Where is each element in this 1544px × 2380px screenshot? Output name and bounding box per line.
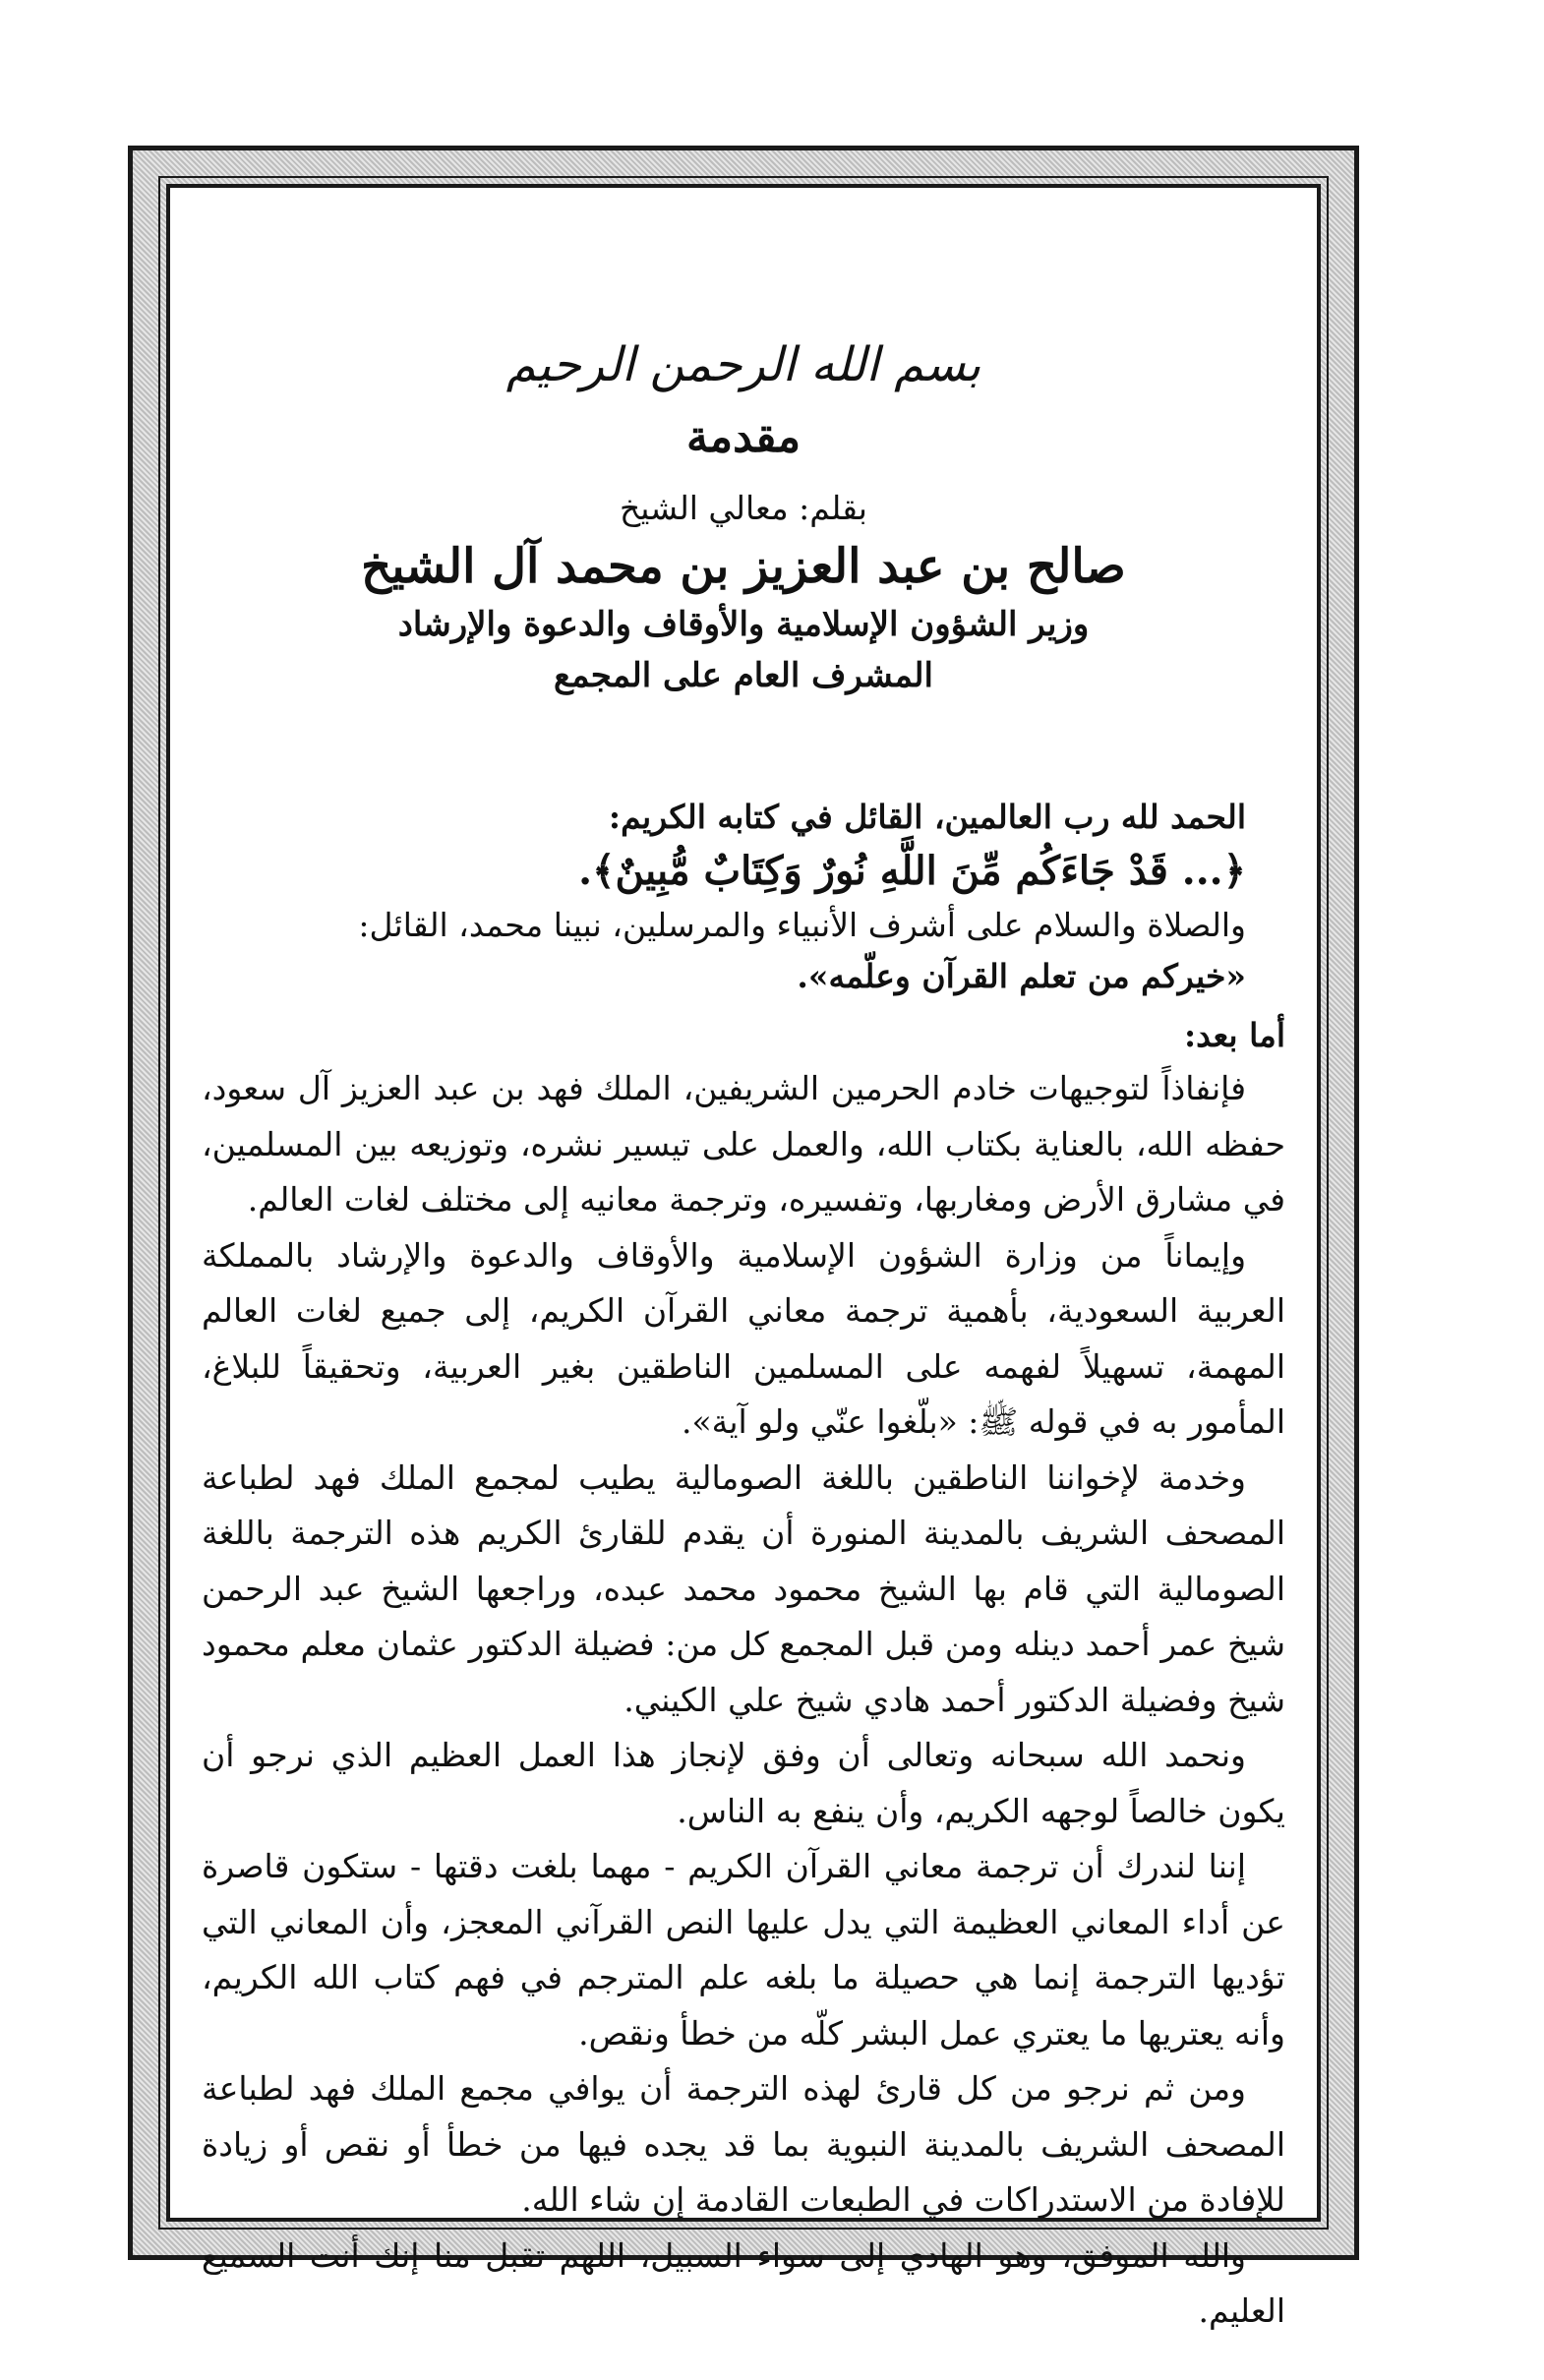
author-role: المشرف العام على المجمع (554, 656, 933, 695)
paragraph-3: وخدمة لإخواننا الناطقين باللغة الصومالية يطيب لمجمع الملك فهد لطباعة المصحف الشريف بالمدينة المنورة أن يقدم للقارئ الكريم هذه الترجمة باللغة الصومالية التي قام بها الشيخ محمود محمد عبده، وراجعها الشيخ عبد الرحمن شيخ عمر أحمد دينله ومن قبل المجمع كل من: فضيلة الدكتور عثمان معلم محمود شيخ وفضيلة الدكتور أحمد هادي شيخ علي الكيني. (202, 1458, 1285, 1719)
amma-baad: أما بعد: (1184, 1016, 1285, 1054)
intro-salutation: والصلاة والسلام على أشرف الأنبياء والمرسلين، نبينا محمد، القائل: (358, 906, 1246, 944)
page-title: مقدمة (685, 412, 802, 462)
intro-block (202, 792, 1285, 1002)
page-border-outer (128, 146, 1359, 2330)
page-border-inner (166, 184, 1321, 2330)
author-position: وزير الشؤون الإسلامية والأوقاف والدعوة والإرشاد (397, 605, 1090, 644)
paragraph-7: والله الموفق، وهو الهادي إلى سواء السبيل، اللهم تقبل منا إنك أنت السميع العليم. (202, 2235, 1285, 2330)
basmala-calligraphy: بسم الله الرحمن الرحيم (505, 337, 981, 392)
paragraph-6: ومن ثم نرجو من كل قارئ لهذه الترجمة أن يوافي مجمع الملك فهد لطباعة المصحف الشريف بالمدينة النبوية بما قد يجده فيها من خطأ أو نقص أو زيادة للإفادة من الاستدراكات في الطبعات القادمة إن شاء الله. (202, 2069, 1285, 2219)
paragraph-5: إننا لندرك أن ترجمة معاني القرآن الكريم - مهما بلغت دقتها - ستكون قاصرة عن أداء المعاني العظيمة التي يدل عليها النص القرآني المعجز، وأن المعاني التي تؤديها الترجمة إنما هي حصيلة ما بلغه علم المترجم في فهم كتاب الله الكريم، وأنه يعتريها ما يعتري عمل البشر كلّه من خطأ ونقص. (202, 1847, 1285, 2053)
hadith-quote: «خيركم من تعلم القرآن وعلّمه». (797, 957, 1246, 995)
author-name: صالح بن عبد العزيز بن محمد آل الشيخ (361, 539, 1126, 594)
author-byline: بقلم: معالي الشيخ (620, 489, 867, 527)
page-content (202, 335, 1285, 2330)
paragraph-2: وإيماناً من وزارة الشؤون الإسلامية والأوقاف والدعوة والإرشاد بالمملكة العربية السعودية، بأهمية ترجمة معاني القرآن الكريم، إلى جميع لغات العالم المهمة، تسهيلاً لفهمه على المسلمين الناطقين بغير العربية، وتحقيقاً للبلاغ، المأمور به في قوله ﷺ: «بلّغوا عنّي ولو آية». (202, 1235, 1285, 1441)
author-block (202, 483, 1285, 701)
paragraph-1: فإنفاذاً لتوجيهات خادم الحرمين الشريفين، الملك فهد بن عبد العزيز آل سعود، حفظه الله، بالعناية بكتاب الله، والعمل على تيسير نشره، وتوزيعه بين المسلمين، في مشارق الأرض ومغاربها، وتفسيره، وترجمة معانيه إلى مختلف لغات العالم. (202, 1069, 1285, 1219)
quran-verse: ﴿... قَدْ جَاءَكُم مِّنَ اللَّهِ نُورٌ وَكِتَابٌ مُّبِينٌ﴾. (578, 848, 1246, 894)
paragraph-4: ونحمد الله سبحانه وتعالى أن وفق لإنجاز هذا العمل العظيم الذي نرجو أن يكون خالصاً لوجهه الكريم، وأن ينفع به الناس. (202, 1736, 1285, 1830)
intro-praise: الحمد لله رب العالمين، القائل في كتابه الكريم: (608, 798, 1246, 836)
